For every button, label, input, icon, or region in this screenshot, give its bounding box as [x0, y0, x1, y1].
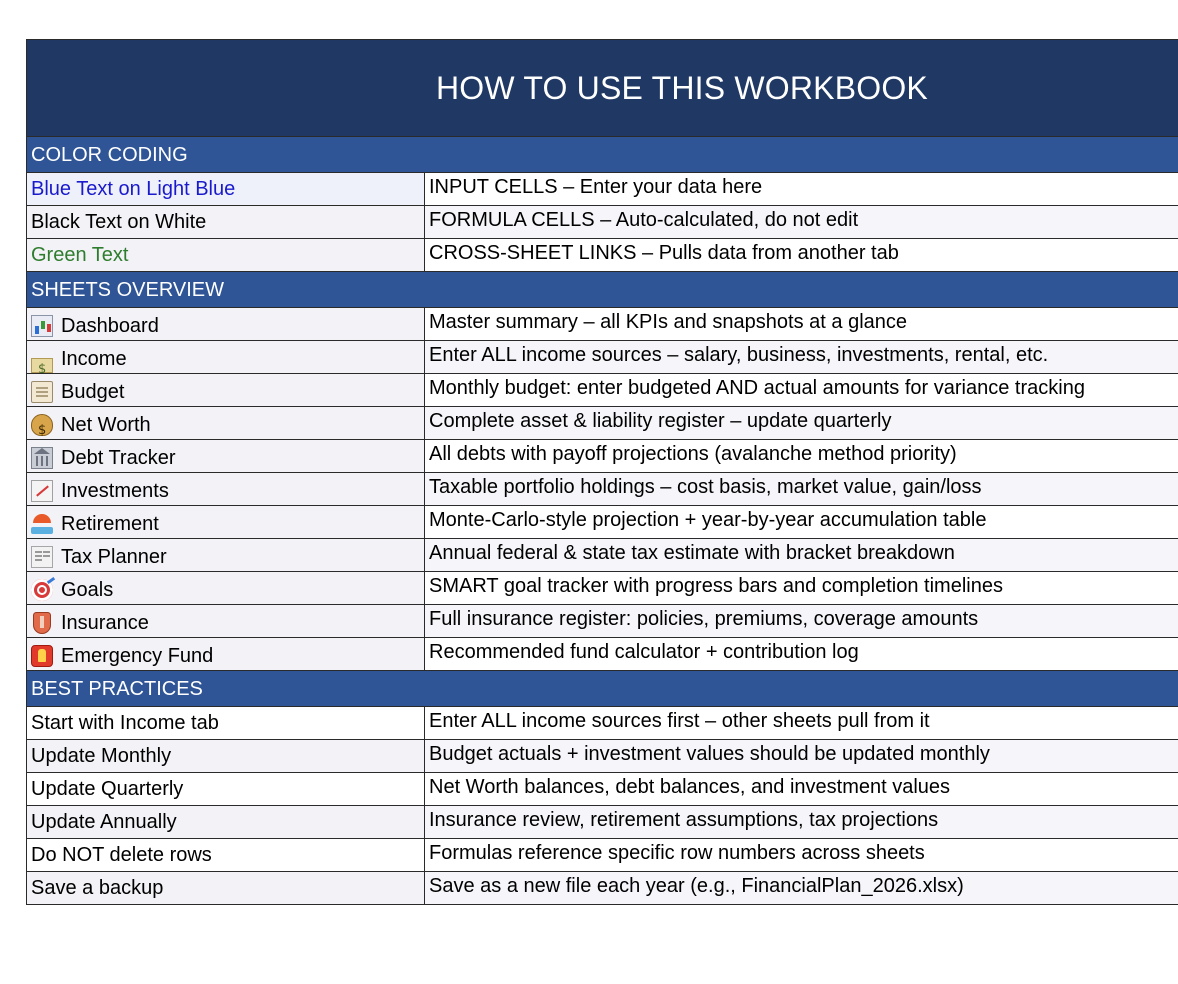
money-bag-icon: [31, 414, 53, 436]
sheet-name-cell[interactable]: [27, 440, 425, 472]
bank-icon: [31, 447, 53, 469]
shield-icon: [33, 612, 51, 634]
color-coding-desc[interactable]: FORMULA CELLS – Auto-calculated, do not edit: [425, 206, 1178, 238]
sheet-name-cell[interactable]: [27, 341, 425, 373]
sheet-desc[interactable]: Monthly budget: enter budgeted AND actual amounts for variance tracking: [425, 374, 1178, 406]
table-row: [27, 740, 1178, 773]
sheet-desc[interactable]: Master summary – all KPIs and snapshots at a glance: [425, 308, 1178, 340]
sheet-name-label: Insurance: [61, 612, 149, 634]
sheet-name-cell[interactable]: [27, 605, 425, 637]
color-coding-desc[interactable]: CROSS-SHEET LINKS – Pulls data from another tab: [425, 239, 1178, 271]
table-row: [27, 638, 1178, 671]
table-row: [27, 872, 1178, 905]
sheet-name-cell[interactable]: [27, 539, 425, 571]
table-row: [27, 341, 1178, 374]
table-row: [27, 506, 1178, 539]
sheet-desc[interactable]: Taxable portfolio holdings – cost basis, market value, gain/loss: [425, 473, 1178, 505]
sheet-name-label: Dashboard: [61, 315, 159, 337]
table-row: [27, 572, 1178, 605]
sheet-name-label: Tax Planner: [61, 546, 167, 568]
practice-label[interactable]: Do NOT delete rows: [27, 839, 425, 871]
practice-desc[interactable]: Net Worth balances, debt balances, and investment values: [425, 773, 1178, 805]
target-icon: [31, 579, 53, 601]
table-row: [27, 239, 1178, 272]
practice-desc[interactable]: Save as a new file each year (e.g., FinancialPlan_2026.xlsx): [425, 872, 1178, 904]
section-header-color-coding[interactable]: COLOR CODING: [27, 137, 1178, 173]
practice-label[interactable]: Update Monthly: [27, 740, 425, 772]
siren-icon: [31, 645, 53, 667]
table-row: [27, 773, 1178, 806]
dollar-banknote-icon: [31, 358, 53, 373]
color-coding-label-links[interactable]: Green Text: [27, 239, 425, 271]
table-row: [27, 173, 1178, 206]
sheet-desc[interactable]: Monte-Carlo-style projection + year-by-year accumulation table: [425, 506, 1178, 538]
table-row: [27, 839, 1178, 872]
sheet-name-cell[interactable]: [27, 308, 425, 340]
table-row: [27, 374, 1178, 407]
instructions-sheet: [26, 39, 1178, 905]
practice-label[interactable]: Start with Income tab: [27, 707, 425, 739]
practice-label[interactable]: Save a backup: [27, 872, 425, 904]
chart-increasing-icon: [31, 480, 53, 502]
practice-label[interactable]: Update Quarterly: [27, 773, 425, 805]
sheet-desc[interactable]: Recommended fund calculator + contribution log: [425, 638, 1178, 670]
table-row: [27, 206, 1178, 239]
sheet-name-label: Debt Tracker: [61, 447, 176, 469]
sheet-name-cell[interactable]: [27, 638, 425, 670]
sheet-name-cell[interactable]: [27, 572, 425, 604]
table-row: [27, 806, 1178, 839]
sheet-name-label: Investments: [61, 480, 169, 502]
clipboard-icon: [31, 381, 53, 403]
beach-umbrella-icon: [31, 513, 53, 535]
sheet-name-label: Income: [61, 348, 127, 370]
table-row: [27, 707, 1178, 740]
table-row: [27, 539, 1178, 572]
table-row: [27, 407, 1178, 440]
sheet-desc[interactable]: SMART goal tracker with progress bars and completion timelines: [425, 572, 1178, 604]
sheet-title[interactable]: HOW TO USE THIS WORKBOOK: [27, 39, 1178, 137]
sheet-name-cell[interactable]: [27, 473, 425, 505]
document-icon: [31, 546, 53, 568]
practice-desc[interactable]: Formulas reference specific row numbers across sheets: [425, 839, 1178, 871]
color-coding-desc[interactable]: INPUT CELLS – Enter your data here: [425, 173, 1178, 205]
practice-label[interactable]: Update Annually: [27, 806, 425, 838]
table-row: [27, 440, 1178, 473]
sheet-name-label: Budget: [61, 381, 125, 403]
section-header-sheets-overview[interactable]: SHEETS OVERVIEW: [27, 272, 1178, 308]
sheet-desc[interactable]: Enter ALL income sources – salary, business, investments, rental, etc.: [425, 341, 1178, 373]
sheet-desc[interactable]: Annual federal & state tax estimate with bracket breakdown: [425, 539, 1178, 571]
sheet-name-cell[interactable]: [27, 374, 425, 406]
sheet-name-cell[interactable]: [27, 506, 425, 538]
table-row: [27, 308, 1178, 341]
section-header-best-practices[interactable]: BEST PRACTICES: [27, 671, 1178, 707]
sheet-desc[interactable]: All debts with payoff projections (avalanche method priority): [425, 440, 1178, 472]
sheet-name-label: Goals: [61, 579, 114, 601]
color-coding-label-input[interactable]: Blue Text on Light Blue: [27, 173, 425, 205]
bar-chart-icon: [31, 315, 53, 337]
sheet-name-label: Retirement: [61, 513, 159, 535]
practice-desc[interactable]: Enter ALL income sources first – other sheets pull from it: [425, 707, 1178, 739]
practice-desc[interactable]: Insurance review, retirement assumptions, tax projections: [425, 806, 1178, 838]
sheet-desc[interactable]: Complete asset & liability register – update quarterly: [425, 407, 1178, 439]
table-row: [27, 473, 1178, 506]
sheet-name-label: Emergency Fund: [61, 645, 214, 667]
sheet-name-cell[interactable]: [27, 407, 425, 439]
sheet-name-label: Net Worth: [61, 414, 151, 436]
practice-desc[interactable]: Budget actuals + investment values should be updated monthly: [425, 740, 1178, 772]
table-row: [27, 605, 1178, 638]
sheet-desc[interactable]: Full insurance register: policies, premiums, coverage amounts: [425, 605, 1178, 637]
color-coding-label-formula[interactable]: Black Text on White: [27, 206, 425, 238]
